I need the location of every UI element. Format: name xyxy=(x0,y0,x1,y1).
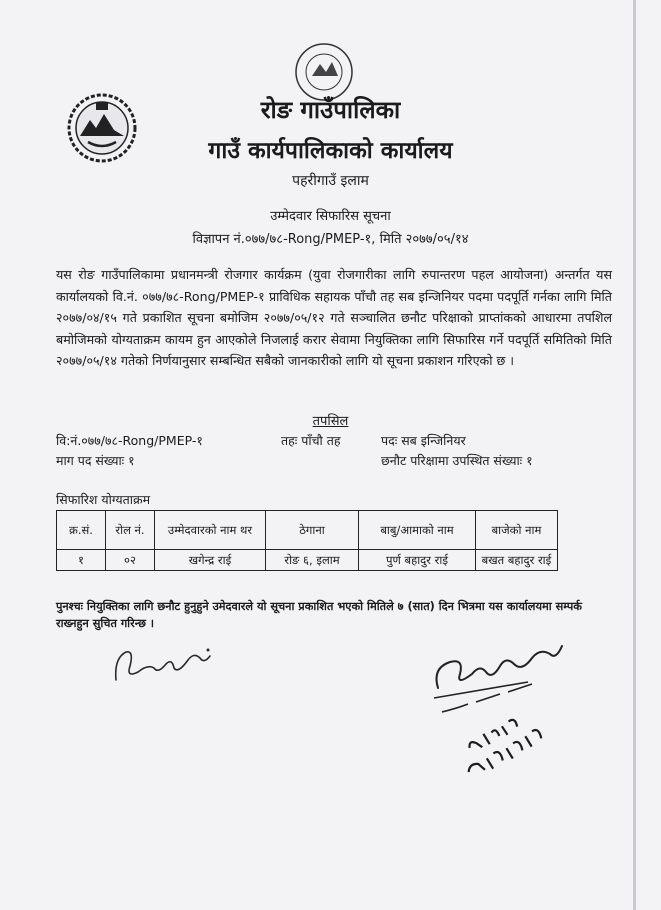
table-row xyxy=(57,550,558,571)
handwritten-signature-left xyxy=(108,638,218,690)
cell-serial: १ xyxy=(57,550,106,571)
notice-title: उम्मेदवार सिफारिस सूचना xyxy=(270,209,391,224)
merit-table xyxy=(56,510,558,571)
merit-list-heading: सिफारिश योग्यताक्रम xyxy=(56,492,151,507)
col-address: ठेगाना xyxy=(266,511,359,550)
cell-roll: ०२ xyxy=(106,550,155,571)
position-title: पदः सब इन्जिनियर xyxy=(381,433,466,448)
col-roll: रोल नं. xyxy=(106,511,155,550)
municipality-name: रोङ गाउँपालिका xyxy=(260,96,401,124)
office-name: गाउँ कार्यपालिकाको कार्यालय xyxy=(208,138,453,164)
demanded-posts: माग पद संख्याः १ xyxy=(56,453,135,468)
postscript-note: पुनश्चः नियुक्तिका लागि छनौट हुनुहुने उमेदवारले यो सूचना प्रकाशित भएको मितिले ७ (सात) दिन भित्रमा यस कार्यालयमा सम्पर्क राख्नहुन सुचित गरिन्छ । xyxy=(56,600,582,630)
tapasil-heading: तपसिल xyxy=(312,414,349,429)
position-level: तहः पाँचौ तह xyxy=(281,433,341,448)
cell-grandfather-name: बखत बहादुर राई xyxy=(476,550,558,571)
col-parent-name: बाबु/आमाको नाम xyxy=(359,511,476,550)
col-serial: क्र.सं. xyxy=(57,511,106,550)
scan-edge xyxy=(633,0,636,910)
official-stamp-bottom xyxy=(442,700,592,790)
col-grandfather-name: बाजेको नाम xyxy=(476,511,558,550)
office-address: पहरीगाउँ इलाम xyxy=(292,173,369,189)
notice-reference: विज्ञापन नं.०७७/७८-Rong/PMEP-१, मिति २०७७/०५/१४ xyxy=(192,232,469,247)
col-candidate-name: उम्मेदवारको नाम थर xyxy=(155,511,266,550)
exam-attendance: छनौट परिक्षामा उपस्थित संख्याः १ xyxy=(381,453,533,468)
vacancy-number: वि:नं.०७७/७८-Rong/PMEP-१ xyxy=(56,433,203,448)
table-header-row xyxy=(57,511,558,550)
cell-parent-name: पुर्ण बहादुर राई xyxy=(359,550,476,571)
notice-body: यस रोङ गाउँपालिकामा प्रधानमन्त्री रोजगार कार्यक्रम (युवा रोजगारीका लागि रुपान्तरण पहल आयोजना) अन्तर्गत यस कार्यालयको वि.नं. ०७७/७८-Rong/PMEP-१ प्राविधिक सहायक पाँचौ तह सब इन्जिनियर पदमा पदपूर्ति गर्नका लागि मिति २०७७/०४/१५ गते प्रकाशित सूचना बमोजिम २०७७/०५/१२ गते सञ्चालित छनौट परिक्षाको प्राप्तांकको आधारमा तपशिल बमोजिमको योग्यताक्रम कायम हुन आएकोले निजलाई करार सेवामा नियुक्तिका लागि सिफारिस गर्ने पदपूर्ति समितिको मिति २०७७/०५/१४ गतेको निर्णयानुसार सम्बन्धित सबैको जानकारीको लागि यो सूचना प्रकाशन गरिएको छ । xyxy=(56,267,612,369)
cell-address: रोङ ६, इलाम xyxy=(266,550,359,571)
cell-candidate-name: खगेन्द्र राई xyxy=(155,550,266,571)
